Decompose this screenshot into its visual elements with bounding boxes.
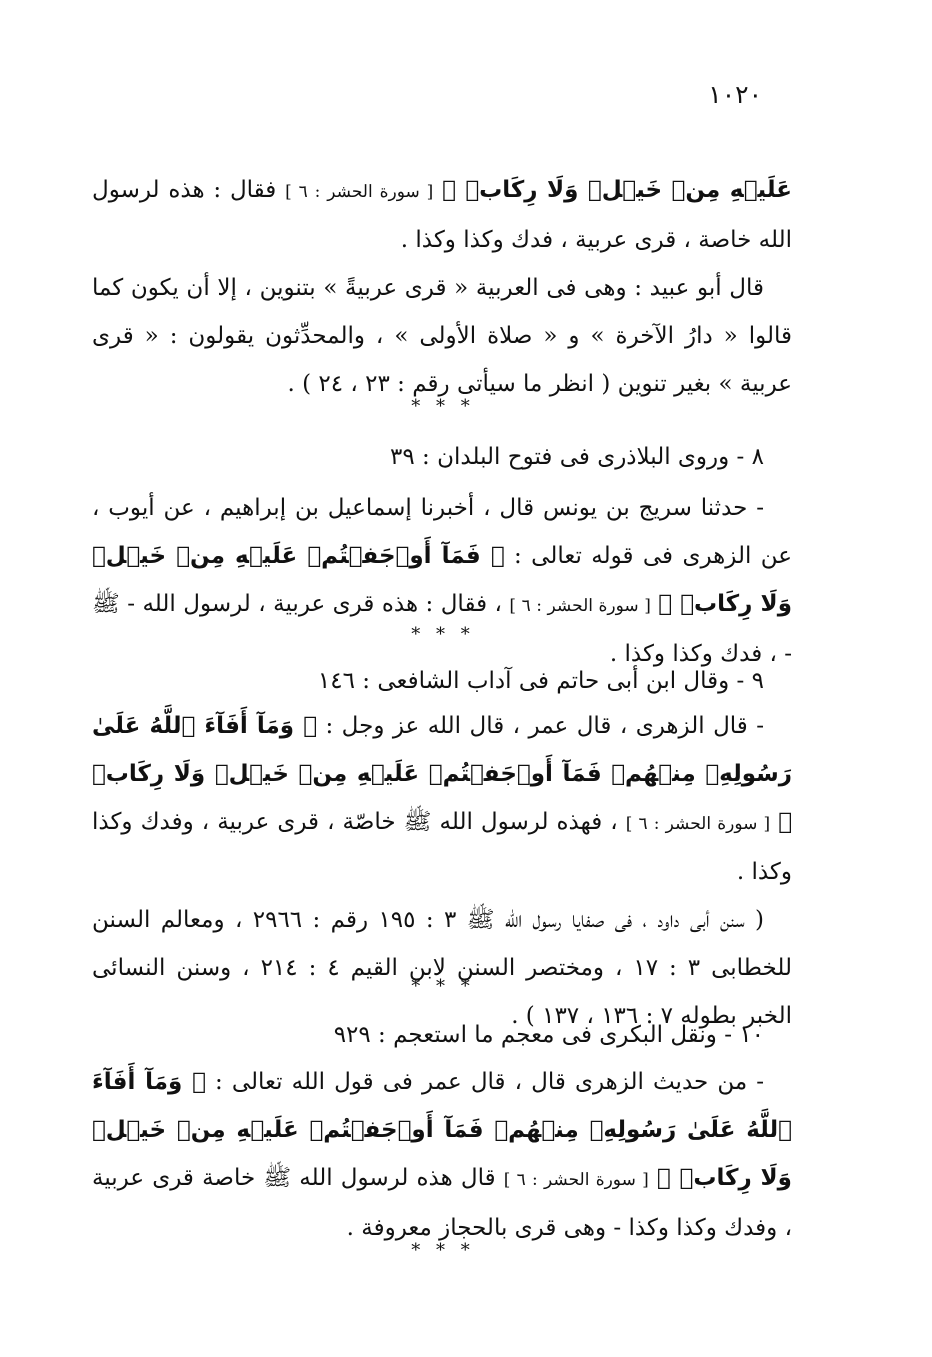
quran-verse: ﴿ فَمَآ أَوۡجَفۡتُمۡ عَلَيۡهِ مِنۡ خَيۡلٖ وَلَا رِكَابٖ ﴾ [92, 543, 792, 617]
paragraph-text: قال هذه لرسول الله ﷺ خاصة قرى عربية ، وفدك وكذا وكذا - وهى قرى بالحجاز معروفة . [92, 1165, 792, 1241]
section-separator: * * * [411, 1240, 475, 1261]
page-number: ١٠٢٠ [708, 80, 762, 109]
section-heading-8: ٨ - وروى البلاذرى فى فتوح البلدان : ٣٩ [390, 444, 764, 470]
section-8-body [92, 484, 792, 678]
section-9-note: ( سنن أبى داود ، فى صفايا رسول الله ﷺ ٣ : ١٩٥ رقم : ٢٩٦٦ ، ومعالم السنن للخطابى ٣ : ١٧ ، ومختصر السنن لابن القيم ٤ : ٢١٤ ، وسنن النسائى الخبر بطوله ٧ : ١٣٦ ، ١٣٧ ) . [92, 907, 792, 1029]
paragraph-text: ، فهذه لرسول الله ﷺ خاصّة ، قرى عربية ، وفدك وكذا وكذا . [92, 809, 792, 885]
paragraph-text: - قال الزهرى ، قال عمر ، قال الله عز وجل : [325, 713, 764, 739]
surah-reference: [ سورة الحشر : ٦ ] [509, 596, 651, 616]
intro-block [92, 166, 792, 408]
section-10-body [92, 1058, 792, 1252]
section-9-paragraph [92, 702, 792, 896]
surah-reference: [ سورة الحشر : ٦ ] [503, 1170, 649, 1190]
section-separator: * * * [411, 396, 475, 417]
quran-verse: عَلَيۡهِ مِنۡ خَيۡلٖ وَلَا رِكَابٖ ﴾ [442, 177, 792, 203]
surah-reference: [ سورة الحشر : ٦ ] [285, 182, 434, 202]
quran-verse: ﴿ وَمَآ أَفَآءَ ٱللَّهُ عَلَىٰ رَسُولِهِۦ مِنۡهُمۡ فَمَآ أَوۡجَفۡتُمۡ عَلَيۡهِ مِنۡ خَيۡلٖ وَلَا رِكَابٖ ﴾ [92, 1069, 792, 1191]
section-heading-10: ١٠ - ونقل البكرى فى معجم ما استعجم : ٩٢٩ [333, 1022, 764, 1048]
section-heading-9: ٩ - وقال ابن أبى حاتم فى آداب الشافعى : ١٤٦ [317, 668, 764, 694]
section-separator: * * * [411, 624, 475, 645]
paragraph-text: ، فقال : هذه قرى عربية ، لرسول الله - ﷺ - ، فدك وكذا وكذا . [92, 591, 792, 667]
paragraph-text: - حدثنا سريج بن يونس قال ، أخبرنا إسماعيل بن إبراهيم ، عن أيوب ، عن الزهرى فى قوله تعالى : [92, 495, 792, 569]
section-10-paragraph [92, 1058, 792, 1252]
section-8-paragraph [92, 484, 792, 678]
intro-paragraph-2: قال أبو عبيد : وهى فى العربية « قرى عربيةً » بتنوين ، إلا أن يكون كما قالوا « دارُ الآخرة » و « صلاة الأولى » ، والمحدِّثون يقولون : « قرى عربية » بغير تنوين ( انظر ما سيأتى رقم : ٢٣ ، ٢٤ ) . [92, 275, 792, 397]
paragraph-text: - من حديث الزهرى قال ، قال عمر فى قول الله تعالى : [215, 1069, 765, 1095]
paragraph-text: فقال : هذه لرسول الله خاصة ، قرى عربية ، فدك وكذا وكذا . [92, 177, 792, 253]
surah-reference: [ سورة الحشر : ٦ ] [625, 814, 771, 834]
section-separator: * * * [411, 976, 475, 997]
intro-paragraph-1 [92, 166, 792, 264]
quran-verse: ﴿ وَمَآ أَفَآءَ ٱللَّهُ عَلَىٰ رَسُولِهِۦ مِنۡهُمۡ فَمَآ أَوۡجَفۡتُمۡ عَلَيۡهِ مِنۡ خَيۡلٖ وَلَا رِكَابٖ ﴾ [92, 713, 792, 835]
